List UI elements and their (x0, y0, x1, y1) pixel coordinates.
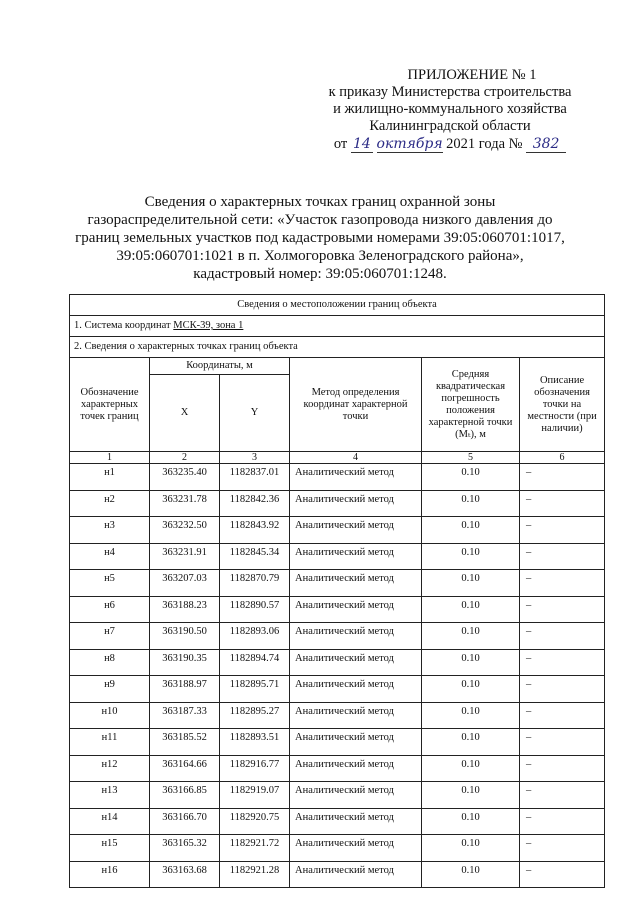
document-title (60, 193, 580, 283)
title-line: границ земельных участков под кадастровыми номерами 39:05:060701:1017, (75, 230, 565, 246)
point-cell: н3 (70, 517, 150, 544)
point-cell: н8 (70, 649, 150, 676)
points-section-heading: 2. Сведения о характерных точках границ объекта (70, 337, 605, 358)
point-cell: н5 (70, 570, 150, 597)
table-row (70, 702, 605, 729)
header-y: Y (220, 375, 290, 452)
error-cell: 0.10 (422, 835, 520, 862)
y-coordinate-cell: 1182894.74 (220, 649, 290, 676)
y-coordinate-cell: 1182870.79 (220, 570, 290, 597)
point-cell: н14 (70, 808, 150, 835)
y-coordinate-cell: 1182837.01 (220, 464, 290, 491)
y-coordinate-cell: 1182842.36 (220, 490, 290, 517)
method-cell: Аналитический метод (290, 702, 422, 729)
y-coordinate-cell: 1182916.77 (220, 755, 290, 782)
x-coordinate-cell: 363190.35 (150, 649, 220, 676)
description-cell: – (520, 490, 605, 517)
coordinate-system-value: МСК-39, зона 1 (173, 320, 244, 331)
description-cell: – (520, 517, 605, 544)
date-suffix: 2021 года № (446, 136, 523, 152)
table-row (70, 808, 605, 835)
method-cell: Аналитический метод (290, 782, 422, 809)
description-cell: – (520, 835, 605, 862)
table-row (70, 729, 605, 756)
table-row (70, 490, 605, 517)
error-cell: 0.10 (422, 808, 520, 835)
y-coordinate-cell: 1182920.75 (220, 808, 290, 835)
description-cell: – (520, 543, 605, 570)
method-cell: Аналитический метод (290, 729, 422, 756)
annex-date-line (300, 136, 600, 153)
y-coordinate-cell: 1182919.07 (220, 782, 290, 809)
error-cell: 0.10 (422, 676, 520, 703)
x-coordinate-cell: 363232.50 (150, 517, 220, 544)
point-cell: н13 (70, 782, 150, 809)
method-cell: Аналитический метод (290, 570, 422, 597)
header-x: X (150, 375, 220, 452)
method-cell: Аналитический метод (290, 755, 422, 782)
table-row (70, 782, 605, 809)
table-row (70, 649, 605, 676)
point-cell: н10 (70, 702, 150, 729)
table-row (70, 623, 605, 650)
description-cell: – (520, 464, 605, 491)
title-line: газораспределительной сети: «Участок газопровода низкого давления до (87, 212, 553, 228)
description-cell: – (520, 596, 605, 623)
point-cell: н4 (70, 543, 150, 570)
table-row (70, 464, 605, 491)
table-row (70, 835, 605, 862)
boundary-points-table (69, 294, 605, 888)
error-cell: 0.10 (422, 623, 520, 650)
x-coordinate-cell: 363235.40 (150, 464, 220, 491)
column-number: 2 (150, 452, 220, 464)
y-coordinate-cell: 1182893.51 (220, 729, 290, 756)
error-cell: 0.10 (422, 649, 520, 676)
error-cell: 0.10 (422, 755, 520, 782)
table-row (70, 676, 605, 703)
handwritten-order-number: 382 (526, 137, 566, 153)
error-cell: 0.10 (422, 543, 520, 570)
point-cell: н7 (70, 623, 150, 650)
method-cell: Аналитический метод (290, 543, 422, 570)
method-cell: Аналитический метод (290, 517, 422, 544)
method-cell: Аналитический метод (290, 649, 422, 676)
table-row (70, 861, 605, 888)
x-coordinate-cell: 363231.78 (150, 490, 220, 517)
description-cell: – (520, 702, 605, 729)
method-cell: Аналитический метод (290, 835, 422, 862)
x-coordinate-cell: 363163.68 (150, 861, 220, 888)
description-cell: – (520, 676, 605, 703)
column-number: 1 (70, 452, 150, 464)
handwritten-day: 14 (351, 137, 373, 153)
x-coordinate-cell: 363166.70 (150, 808, 220, 835)
y-coordinate-cell: 1182895.27 (220, 702, 290, 729)
coordinate-system-label: 1. Система координат (74, 320, 174, 331)
point-cell: н6 (70, 596, 150, 623)
error-cell: 0.10 (422, 782, 520, 809)
method-cell: Аналитический метод (290, 623, 422, 650)
coordinate-system-row (70, 316, 605, 337)
point-cell: н15 (70, 835, 150, 862)
description-cell: – (520, 570, 605, 597)
error-cell: 0.10 (422, 596, 520, 623)
point-cell: н11 (70, 729, 150, 756)
y-coordinate-cell: 1182843.92 (220, 517, 290, 544)
x-coordinate-cell: 363207.03 (150, 570, 220, 597)
annex-line-housing: и жилищно-коммунального хозяйства (333, 101, 567, 117)
header-point: Обозначение характерных точек границ (70, 358, 150, 452)
x-coordinate-cell: 363165.32 (150, 835, 220, 862)
x-coordinate-cell: 363187.33 (150, 702, 220, 729)
y-coordinate-cell: 1182895.71 (220, 676, 290, 703)
column-number: 3 (220, 452, 290, 464)
y-coordinate-cell: 1182890.57 (220, 596, 290, 623)
method-cell: Аналитический метод (290, 490, 422, 517)
method-cell: Аналитический метод (290, 861, 422, 888)
column-number: 4 (290, 452, 422, 464)
x-coordinate-cell: 363188.23 (150, 596, 220, 623)
table-row (70, 517, 605, 544)
header-error: Средняя квадратическая погрешность положения характерной точки (Mₜ), м (422, 358, 520, 452)
method-cell: Аналитический метод (290, 676, 422, 703)
method-cell: Аналитический метод (290, 808, 422, 835)
error-cell: 0.10 (422, 729, 520, 756)
method-cell: Аналитический метод (290, 596, 422, 623)
x-coordinate-cell: 363190.50 (150, 623, 220, 650)
header-coordinates: Координаты, м (150, 358, 290, 375)
error-cell: 0.10 (422, 490, 520, 517)
description-cell: – (520, 623, 605, 650)
error-cell: 0.10 (422, 464, 520, 491)
point-cell: н16 (70, 861, 150, 888)
point-cell: н12 (70, 755, 150, 782)
method-cell: Аналитический метод (290, 464, 422, 491)
y-coordinate-cell: 1182921.28 (220, 861, 290, 888)
error-cell: 0.10 (422, 517, 520, 544)
error-cell: 0.10 (422, 702, 520, 729)
annex-line-region: Калининградской области (369, 118, 531, 134)
table-row (70, 570, 605, 597)
x-coordinate-cell: 363188.97 (150, 676, 220, 703)
column-numbers-row (70, 452, 605, 464)
y-coordinate-cell: 1182921.72 (220, 835, 290, 862)
annex-line-ministry: к приказу Министерства строительства (328, 84, 572, 100)
table-row (70, 543, 605, 570)
x-coordinate-cell: 363185.52 (150, 729, 220, 756)
table-row (70, 755, 605, 782)
column-number: 6 (520, 452, 605, 464)
description-cell: – (520, 755, 605, 782)
table-row (70, 596, 605, 623)
description-cell: – (520, 782, 605, 809)
date-prefix: от (333, 136, 348, 152)
x-coordinate-cell: 363166.85 (150, 782, 220, 809)
y-coordinate-cell: 1182893.06 (220, 623, 290, 650)
table-caption: Сведения о местоположении границ объекта (70, 295, 605, 316)
title-line: кадастровый номер: 39:05:060701:1248. (193, 266, 447, 282)
y-coordinate-cell: 1182845.34 (220, 543, 290, 570)
error-cell: 0.10 (422, 570, 520, 597)
description-cell: – (520, 808, 605, 835)
handwritten-month: октября (376, 136, 443, 152)
header-method: Метод определения координат характерной точки (290, 358, 422, 452)
title-line: 39:05:060701:1021 в п. Холмогоровка Зеленоградского района», (116, 248, 524, 264)
x-coordinate-cell: 363231.91 (150, 543, 220, 570)
description-cell: – (520, 649, 605, 676)
description-cell: – (520, 861, 605, 888)
header-description: Описание обозначения точки на местности (при наличии) (520, 358, 605, 452)
point-cell: н9 (70, 676, 150, 703)
column-number: 5 (422, 452, 520, 464)
x-coordinate-cell: 363164.66 (150, 755, 220, 782)
description-cell: – (520, 729, 605, 756)
annex-block (300, 67, 600, 153)
title-line: Сведения о характерных точках границ охранной зоны (144, 194, 496, 210)
annex-title: ПРИЛОЖЕНИЕ № 1 (407, 67, 537, 83)
point-cell: н1 (70, 464, 150, 491)
point-cell: н2 (70, 490, 150, 517)
error-cell: 0.10 (422, 861, 520, 888)
